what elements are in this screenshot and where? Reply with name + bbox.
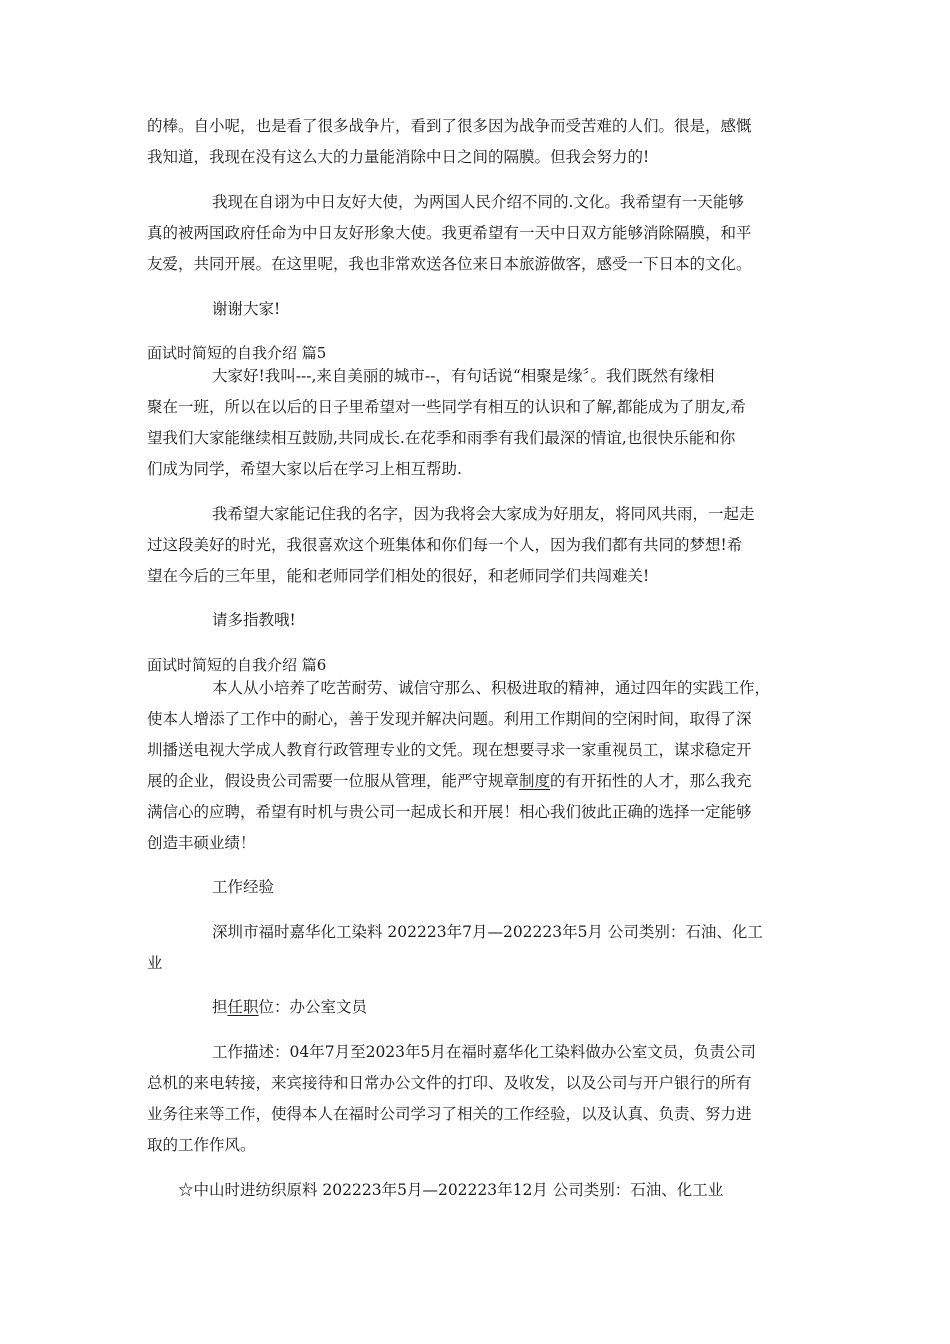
text-line: 的棒。自小呢，也是看了很多战争片，看到了很多因为战争而受苦难的人们。很是，感慨 <box>147 117 752 135</box>
text-line: 请多指教哦! <box>212 611 296 629</box>
text-line: 使本人增添了工作中的耐心，善于发现并解决问题。利用工作期间的空闲时间，取得了深 <box>147 710 752 728</box>
text-line: 满信心的应聘，希望有时机与贵公司一起成长和开展！相心我们彼此正确的选择一定能够 <box>147 803 752 821</box>
text-segment: 担 <box>212 998 228 1016</box>
text-segment: 的有开拓性的人才，那么我充 <box>550 772 752 790</box>
text-line: 友爱，共同开展。在这里呢，我也非常欢送各位来日本旅游做客，感受一下日本的文化。 <box>147 255 752 273</box>
text-line: 望我们大家能继续相互鼓励,共同成长.在花季和雨季有我们最深的情谊,也很快乐能和你 <box>147 429 736 447</box>
text-line: ☆中山时进纺织原料 202223年5月—202223年12月 公司类别：石油、化工业 <box>178 1181 724 1199</box>
text-segment: 位：办公室文员 <box>258 998 368 1016</box>
text-line: 望在今后的三年里，能和老师同学们相处的很好，和老师同学们共闯难关! <box>147 567 650 585</box>
text-line: 工作经验 <box>212 878 275 896</box>
text-line: 取的工作作风。 <box>147 1136 256 1154</box>
underlined-link[interactable]: 任职 <box>227 998 259 1016</box>
text-line: 我希望大家能记住我的名字，因为我将会大家成为好朋友，将同风共雨，一起走 <box>212 505 755 523</box>
text-line: 谢谢大家! <box>212 300 281 318</box>
text-line: 过这段美好的时光，我很喜欢这个班集体和你们每一个人，因为我们都有共同的梦想!希 <box>147 536 743 554</box>
underlined-link[interactable]: 制度 <box>519 772 551 790</box>
text-line: 总机的来电转接，来宾接待和日常办公文件的打印、及收发，以及公司与开户银行的所有 <box>147 1074 752 1092</box>
text-line <box>147 771 752 791</box>
text-line: 圳播送电视大学成人教育行政管理专业的文凭。现在想要寻求一家重视员工，谋求稳定开 <box>147 741 752 759</box>
text-segment: 展的企业，假设贵公司需要一位服从管理，能严守规章 <box>147 772 520 790</box>
text-line: 大家好!我叫---,来自美丽的城市--，有句话说“相聚是缘〞。我们既然有缘相 <box>212 367 715 385</box>
text-line: 业务往来等工作，使得本人在福时公司学习了相关的工作经验，以及认真、负责、努力进 <box>147 1105 752 1123</box>
text-line: 创造丰硕业绩！ <box>147 834 256 852</box>
text-line: 工作描述：04年7月至2023年5月在福时嘉华化工染料做办公室文员，负责公司 <box>212 1043 756 1061</box>
text-line: 真的被两国政府任命为中日友好形象大使。我更希望有一天中日双方能够消除隔膜，和平 <box>147 224 752 242</box>
text-line <box>212 997 367 1017</box>
text-line: 我知道，我现在没有这么大的力量能消除中日之间的隔膜。但我会努力的! <box>147 148 650 166</box>
text-line: 们成为同学，希望大家以后在学习上相互帮助. <box>147 460 462 478</box>
section-heading: 面试时简短的自我介绍 篇5 <box>147 344 327 362</box>
text-line: 本人从小培养了吃苦耐劳、诚信守那么、积极进取的精神，通过四年的实践工作， <box>212 679 771 697</box>
text-line: 我现在自诩为中日友好大使，为两国人民介绍不同的.文化。我希望有一天能够 <box>212 193 744 211</box>
text-line: 深圳市福时嘉华化工染料 202223年7月—202223年5月 公司类别：石油、化工 <box>212 923 763 941</box>
section-heading: 面试时简短的自我介绍 篇6 <box>147 656 327 674</box>
text-line: 业 <box>147 954 163 972</box>
text-line: 聚在一班，所以在以后的日子里希望对一些同学有相互的认识和了解,都能成为了朋友,希 <box>147 398 746 416</box>
